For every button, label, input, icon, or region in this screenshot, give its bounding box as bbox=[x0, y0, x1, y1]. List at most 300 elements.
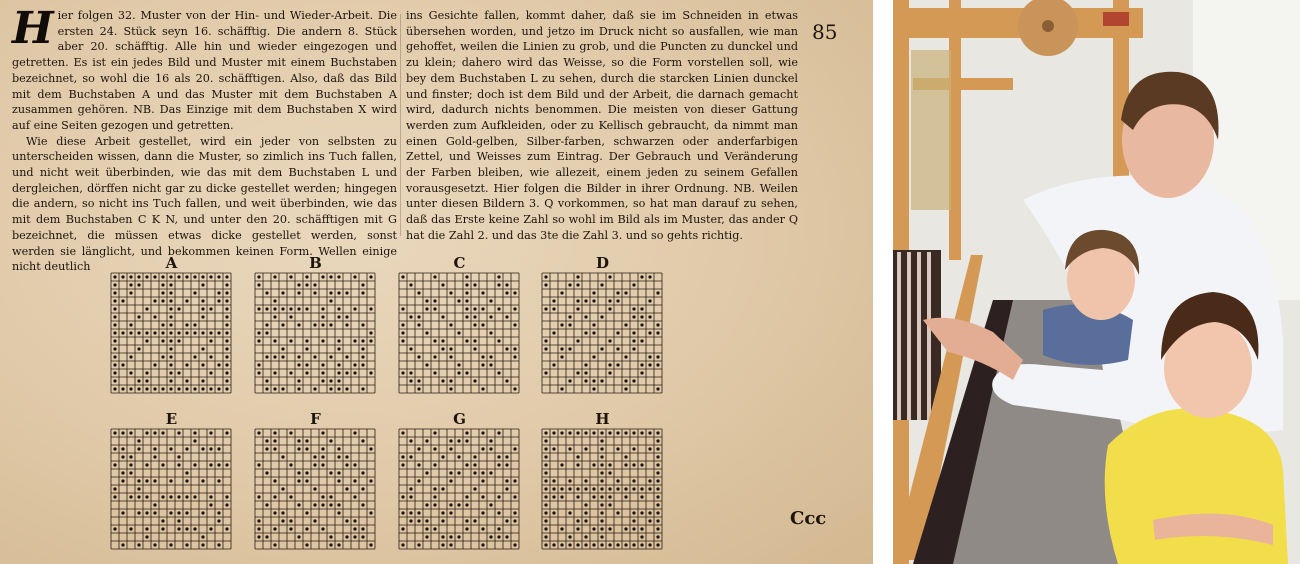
pattern-dot bbox=[113, 495, 116, 498]
pattern-dot bbox=[513, 543, 516, 546]
pattern-dot bbox=[273, 543, 276, 546]
pattern-dot bbox=[337, 543, 340, 546]
pattern-dot bbox=[321, 463, 324, 466]
pattern-dot bbox=[129, 291, 132, 294]
pattern-dot bbox=[576, 431, 579, 434]
pattern-dot bbox=[321, 339, 324, 342]
loom-family-illustration bbox=[893, 0, 1300, 564]
pattern-dot bbox=[193, 431, 196, 434]
paragraph-intro: ier folgen 32. Muster von der Hin- und Wieder-Arbeit. Die ersten 24. Stück seyn 16. schäfftig. Die andern 8. Stück aber 20. schäfftig. Alle hin und wieder eingezogen und getretten. Es ist ein jedes Bild und Muster mit einem Buchstaben bezeichnet, so wohl die 16 als 20. schäfftigen. Also, daß das Bild mit dem Buchstaben A und das Muster mit dem Buchstaben A zusammen gehören. NB. Das Einzige mit dem Buchstaben X wird auf eine Seiten gezogen und getretten. bbox=[12, 9, 397, 132]
pattern-dot bbox=[161, 299, 164, 302]
pattern-dot bbox=[576, 371, 579, 374]
pattern-dot bbox=[584, 519, 587, 522]
pattern-dot bbox=[113, 315, 116, 318]
pattern-dot bbox=[145, 479, 148, 482]
pattern-dot bbox=[121, 447, 124, 450]
pattern-dot bbox=[361, 363, 364, 366]
pattern-dot bbox=[497, 283, 500, 286]
pattern-dot bbox=[321, 379, 324, 382]
pattern-dot bbox=[544, 347, 547, 350]
pattern-dot bbox=[489, 471, 492, 474]
pattern-dot bbox=[273, 307, 276, 310]
pattern-dot bbox=[161, 527, 164, 530]
pattern-dot bbox=[465, 431, 468, 434]
pattern-dot bbox=[297, 283, 300, 286]
pattern-dot bbox=[656, 519, 659, 522]
pattern-dot bbox=[632, 487, 635, 490]
pattern-dot bbox=[361, 487, 364, 490]
pattern-dot bbox=[297, 471, 300, 474]
pattern-dot bbox=[137, 347, 140, 350]
pattern-dot bbox=[305, 527, 308, 530]
pattern-dot bbox=[353, 479, 356, 482]
pattern-dot bbox=[337, 479, 340, 482]
pattern-dot bbox=[369, 331, 372, 334]
pattern-dot bbox=[584, 479, 587, 482]
pattern-dot bbox=[201, 307, 204, 310]
pattern-dot bbox=[584, 299, 587, 302]
pattern-dot bbox=[369, 447, 372, 450]
pattern-dot bbox=[201, 535, 204, 538]
pattern-dot bbox=[576, 283, 579, 286]
pattern-dot bbox=[489, 331, 492, 334]
loom-pulley-hub bbox=[1042, 20, 1054, 32]
pattern-dot bbox=[281, 387, 284, 390]
pattern-dot bbox=[473, 347, 476, 350]
pattern-dot bbox=[113, 331, 116, 334]
pattern-dot bbox=[568, 323, 571, 326]
weave-pattern-g bbox=[398, 410, 521, 550]
pattern-dot bbox=[185, 379, 188, 382]
pattern-dot bbox=[489, 439, 492, 442]
pattern-dot bbox=[273, 431, 276, 434]
pattern-dot bbox=[337, 471, 340, 474]
pattern-dot bbox=[137, 315, 140, 318]
pattern-dot bbox=[337, 503, 340, 506]
pattern-dot bbox=[153, 299, 156, 302]
pattern-dot bbox=[505, 455, 508, 458]
pattern-dot bbox=[353, 463, 356, 466]
pattern-dot bbox=[345, 455, 348, 458]
pattern-dot bbox=[321, 455, 324, 458]
pattern-dot bbox=[361, 527, 364, 530]
pattern-dot bbox=[576, 307, 579, 310]
pattern-dot bbox=[624, 291, 627, 294]
pattern-dot bbox=[185, 527, 188, 530]
pattern-dot bbox=[481, 479, 484, 482]
pattern-dot bbox=[145, 275, 148, 278]
pattern-dot bbox=[401, 275, 404, 278]
pattern-dot bbox=[345, 519, 348, 522]
pattern-dot bbox=[592, 527, 595, 530]
pattern-dot bbox=[217, 299, 220, 302]
pattern-dot bbox=[169, 283, 172, 286]
pattern-dot bbox=[584, 503, 587, 506]
pattern-dot bbox=[616, 347, 619, 350]
pattern-dot bbox=[209, 447, 212, 450]
pattern-dot bbox=[321, 363, 324, 366]
pattern-dot bbox=[193, 291, 196, 294]
pattern-dot bbox=[481, 431, 484, 434]
pattern-dot bbox=[513, 479, 516, 482]
pattern-dot bbox=[552, 479, 555, 482]
pattern-dot bbox=[369, 543, 372, 546]
pattern-dot bbox=[552, 307, 555, 310]
pattern-dot bbox=[600, 447, 603, 450]
pattern-dot bbox=[129, 331, 132, 334]
pattern-dot bbox=[305, 275, 308, 278]
pattern-dot bbox=[201, 447, 204, 450]
pattern-dot bbox=[409, 487, 412, 490]
pattern-dot bbox=[648, 275, 651, 278]
pattern-dot bbox=[576, 527, 579, 530]
pattern-dot bbox=[640, 535, 643, 538]
pattern-dot bbox=[624, 495, 627, 498]
pattern-dot bbox=[321, 323, 324, 326]
pattern-dot bbox=[552, 511, 555, 514]
pattern-dot bbox=[513, 355, 516, 358]
pattern-dot bbox=[337, 379, 340, 382]
pattern-dot bbox=[513, 519, 516, 522]
pattern-dot bbox=[257, 527, 260, 530]
pattern-dot bbox=[600, 487, 603, 490]
pattern-dot bbox=[345, 387, 348, 390]
pattern-dot bbox=[281, 455, 284, 458]
pattern-dot bbox=[481, 527, 484, 530]
pattern-dot bbox=[449, 387, 452, 390]
pattern-dot bbox=[544, 431, 547, 434]
pattern-dot bbox=[473, 283, 476, 286]
pattern-dot bbox=[161, 495, 164, 498]
pattern-dot bbox=[305, 307, 308, 310]
pattern-dot bbox=[552, 299, 555, 302]
pattern-dot bbox=[129, 431, 132, 434]
pattern-dot bbox=[600, 431, 603, 434]
pattern-dot bbox=[449, 511, 452, 514]
pattern-dot bbox=[656, 439, 659, 442]
pattern-dot bbox=[441, 283, 444, 286]
pattern-dot bbox=[121, 479, 124, 482]
pattern-dot bbox=[225, 387, 228, 390]
pattern-dot bbox=[257, 283, 260, 286]
pattern-dot bbox=[361, 535, 364, 538]
pattern-dot bbox=[337, 363, 340, 366]
pattern-dot bbox=[145, 307, 148, 310]
pattern-dot bbox=[281, 511, 284, 514]
pattern-dot bbox=[177, 511, 180, 514]
pattern-dot bbox=[129, 527, 132, 530]
pattern-dot bbox=[592, 299, 595, 302]
pattern-dot bbox=[624, 487, 627, 490]
pattern-dot bbox=[273, 495, 276, 498]
pattern-dot bbox=[457, 455, 460, 458]
pattern-dot bbox=[632, 479, 635, 482]
pattern-dot bbox=[257, 519, 260, 522]
pattern-dot bbox=[513, 323, 516, 326]
loom-label-plate bbox=[1103, 12, 1129, 26]
pattern-label: C bbox=[453, 254, 466, 272]
pattern-dot bbox=[201, 331, 204, 334]
weaver-photo bbox=[893, 0, 1300, 564]
pattern-dot bbox=[616, 511, 619, 514]
pattern-dot bbox=[209, 355, 212, 358]
pattern-dot bbox=[505, 347, 508, 350]
pattern-dot bbox=[169, 379, 172, 382]
pattern-dot bbox=[584, 511, 587, 514]
pattern-dot bbox=[656, 387, 659, 390]
pattern-dot bbox=[401, 511, 404, 514]
pattern-dot bbox=[513, 347, 516, 350]
pattern-dot bbox=[489, 315, 492, 318]
pattern-dot bbox=[632, 543, 635, 546]
pattern-dot bbox=[185, 471, 188, 474]
pattern-dot bbox=[457, 331, 460, 334]
pattern-dot bbox=[624, 323, 627, 326]
pattern-dot bbox=[560, 323, 563, 326]
pattern-dot bbox=[608, 371, 611, 374]
pattern-dot bbox=[257, 431, 260, 434]
pattern-grid bbox=[110, 272, 232, 394]
pattern-dot bbox=[353, 275, 356, 278]
pattern-dot bbox=[217, 463, 220, 466]
pattern-dot bbox=[433, 299, 436, 302]
pattern-dot bbox=[321, 315, 324, 318]
pattern-dot bbox=[600, 527, 603, 530]
pattern-dot bbox=[552, 495, 555, 498]
pattern-dot bbox=[632, 431, 635, 434]
pattern-dot bbox=[121, 511, 124, 514]
pattern-dot bbox=[465, 439, 468, 442]
pattern-dot bbox=[401, 339, 404, 342]
pattern-dot bbox=[161, 355, 164, 358]
pattern-dot bbox=[177, 387, 180, 390]
pattern-dot bbox=[648, 447, 651, 450]
pattern-dot bbox=[169, 299, 172, 302]
pattern-dot bbox=[201, 379, 204, 382]
pattern-dot bbox=[153, 447, 156, 450]
pattern-dot bbox=[640, 463, 643, 466]
pattern-dot bbox=[425, 503, 428, 506]
pattern-dot bbox=[113, 371, 116, 374]
pattern-dot bbox=[361, 471, 364, 474]
pattern-dot bbox=[337, 387, 340, 390]
pattern-dot bbox=[473, 307, 476, 310]
pattern-dot bbox=[656, 291, 659, 294]
pattern-dot bbox=[457, 363, 460, 366]
pattern-dot bbox=[481, 471, 484, 474]
pattern-dot bbox=[169, 363, 172, 366]
pattern-dot bbox=[185, 275, 188, 278]
pattern-dot bbox=[544, 535, 547, 538]
paragraph-continued: ins Gesichte fallen, kommt daher, daß sie im Schneiden in etwas übersehen worden, und jetzo im Druck nicht so ausfallen, wie man gehoffet, weilen die Linien zu grob, und die Puncten zu dunckel und zu klein; dahero wird das Weisse, so die Form vorstellen soll, wie bey dem Buchstaben L zu sehen, durch die starcken Linien dunckel und finster; doch ist dem Bild und der Arbeit, die darnach gemacht wird, dadurch nichts benommen. Die meisten von dieser Gattung werden zum Aufkleiden, oder zu Kellisch gebraucht, da nimmt man einen Gold-gelben, Silber-farben, schwarzen oder anderfarbigen Zettel, und Weisses zum Eintrag. Der Gebrauch und Veränderung der Farben bleiben, wie allezeit, einem jeden zu seinem Gefallen vorausgesetzt. Hier folgen die Bilder in ihrer Ordnung. NB. Weilen unter diesen Bildern 3. Q vorkommen, so hat man darauf zu sehen, daß das Erste keine Zahl so wohl im Bild als im Muster, das ander Q hat die Zahl 2. und das 3te die Zahl 3. und so gehts richtig. bbox=[406, 9, 798, 242]
pattern-dot bbox=[600, 479, 603, 482]
pattern-dot bbox=[552, 487, 555, 490]
pattern-dot bbox=[329, 379, 332, 382]
pattern-dot bbox=[624, 355, 627, 358]
pattern-dot bbox=[417, 511, 420, 514]
pattern-dot bbox=[153, 543, 156, 546]
pattern-dot bbox=[481, 387, 484, 390]
pattern-dot bbox=[369, 479, 372, 482]
pattern-dot bbox=[329, 439, 332, 442]
pattern-dot bbox=[313, 291, 316, 294]
pattern-dot bbox=[544, 455, 547, 458]
pattern-dot bbox=[568, 347, 571, 350]
pattern-dot bbox=[161, 291, 164, 294]
pattern-dot bbox=[584, 371, 587, 374]
pattern-dot bbox=[505, 535, 508, 538]
pattern-dot bbox=[568, 479, 571, 482]
pattern-dot bbox=[513, 511, 516, 514]
pattern-dot bbox=[329, 495, 332, 498]
pattern-dot bbox=[497, 511, 500, 514]
pattern-dot bbox=[129, 463, 132, 466]
pattern-dot bbox=[576, 339, 579, 342]
pattern-dot bbox=[600, 379, 603, 382]
pattern-dot bbox=[273, 275, 276, 278]
pattern-dot bbox=[345, 487, 348, 490]
pattern-dot bbox=[169, 291, 172, 294]
pattern-dot bbox=[177, 495, 180, 498]
weave-pattern-c bbox=[398, 254, 521, 394]
pattern-dot bbox=[489, 299, 492, 302]
pattern-dot bbox=[425, 519, 428, 522]
pattern-dot bbox=[153, 387, 156, 390]
pattern-dot bbox=[217, 479, 220, 482]
pattern-dot bbox=[465, 307, 468, 310]
pattern-dot bbox=[409, 519, 412, 522]
pattern-dot bbox=[177, 371, 180, 374]
pattern-dot bbox=[145, 463, 148, 466]
pattern-dot bbox=[113, 275, 116, 278]
pattern-dot bbox=[265, 535, 268, 538]
pattern-dot bbox=[449, 355, 452, 358]
pattern-dot bbox=[345, 463, 348, 466]
pattern-dot bbox=[129, 387, 132, 390]
weave-pattern-d bbox=[541, 254, 664, 394]
pattern-dot bbox=[257, 371, 260, 374]
pattern-label: F bbox=[310, 410, 321, 428]
pattern-dot bbox=[273, 371, 276, 374]
pattern-dot bbox=[169, 387, 172, 390]
pattern-dot bbox=[361, 283, 364, 286]
pattern-dot bbox=[465, 371, 468, 374]
pattern-dot bbox=[153, 315, 156, 318]
pattern-dot bbox=[281, 355, 284, 358]
pattern-dot bbox=[265, 291, 268, 294]
pattern-dot bbox=[129, 323, 132, 326]
pattern-dot bbox=[640, 275, 643, 278]
pattern-dot bbox=[297, 323, 300, 326]
pattern-dot bbox=[305, 339, 308, 342]
pattern-dot bbox=[481, 307, 484, 310]
pattern-dot bbox=[113, 363, 116, 366]
pattern-dot bbox=[169, 339, 172, 342]
pattern-dot bbox=[505, 291, 508, 294]
pattern-dot bbox=[449, 479, 452, 482]
pattern-dot bbox=[576, 455, 579, 458]
pattern-dot bbox=[409, 283, 412, 286]
pattern-dot bbox=[161, 331, 164, 334]
pattern-dot bbox=[600, 535, 603, 538]
pattern-dot bbox=[433, 447, 436, 450]
pattern-dot bbox=[544, 511, 547, 514]
pattern-dot bbox=[313, 463, 316, 466]
pattern-dot bbox=[552, 543, 555, 546]
pattern-dot bbox=[225, 503, 228, 506]
pattern-dot bbox=[297, 355, 300, 358]
pattern-dot bbox=[433, 275, 436, 278]
pattern-dot bbox=[193, 331, 196, 334]
pattern-label: B bbox=[309, 254, 322, 272]
pattern-dot bbox=[656, 323, 659, 326]
pattern-dot bbox=[648, 519, 651, 522]
pattern-dot bbox=[505, 487, 508, 490]
pattern-dot bbox=[305, 283, 308, 286]
pattern-dot bbox=[153, 363, 156, 366]
pattern-dot bbox=[544, 479, 547, 482]
pattern-dot bbox=[257, 495, 260, 498]
pattern-dot bbox=[265, 331, 268, 334]
pattern-dot bbox=[265, 307, 268, 310]
drop-cap: H bbox=[12, 3, 54, 54]
pattern-dot bbox=[273, 387, 276, 390]
pattern-dot bbox=[153, 275, 156, 278]
pattern-dot bbox=[441, 511, 444, 514]
pattern-dot bbox=[209, 371, 212, 374]
pattern-dot bbox=[473, 339, 476, 342]
pattern-dot bbox=[600, 543, 603, 546]
pattern-dot bbox=[465, 299, 468, 302]
pattern-dot bbox=[656, 431, 659, 434]
pattern-dot bbox=[193, 355, 196, 358]
pattern-dot bbox=[465, 519, 468, 522]
pattern-dot bbox=[632, 447, 635, 450]
pattern-dot bbox=[305, 543, 308, 546]
pattern-dot bbox=[225, 371, 228, 374]
pattern-dot bbox=[656, 543, 659, 546]
pattern-dot bbox=[369, 307, 372, 310]
pattern-dot bbox=[201, 479, 204, 482]
pattern-dot bbox=[449, 323, 452, 326]
pattern-dot bbox=[273, 511, 276, 514]
pattern-dot bbox=[489, 363, 492, 366]
pattern-dot bbox=[632, 527, 635, 530]
pattern-dot bbox=[225, 363, 228, 366]
pattern-dot bbox=[592, 355, 595, 358]
pattern-dot bbox=[225, 355, 228, 358]
pattern-dot bbox=[568, 511, 571, 514]
pattern-dot bbox=[345, 371, 348, 374]
pattern-dot bbox=[624, 527, 627, 530]
pattern-dot bbox=[656, 447, 659, 450]
pattern-dot bbox=[337, 447, 340, 450]
pattern-dot bbox=[465, 315, 468, 318]
pattern-dot bbox=[113, 447, 116, 450]
pattern-dot bbox=[361, 439, 364, 442]
pattern-dot bbox=[321, 275, 324, 278]
pattern-dot bbox=[481, 495, 484, 498]
pattern-dot bbox=[608, 495, 611, 498]
pattern-dot bbox=[624, 387, 627, 390]
pattern-dot bbox=[656, 479, 659, 482]
pattern-dot bbox=[584, 431, 587, 434]
pattern-dot bbox=[137, 275, 140, 278]
pattern-dot bbox=[177, 455, 180, 458]
pattern-dot bbox=[489, 503, 492, 506]
pattern-dot bbox=[297, 479, 300, 482]
pattern-dot bbox=[608, 339, 611, 342]
